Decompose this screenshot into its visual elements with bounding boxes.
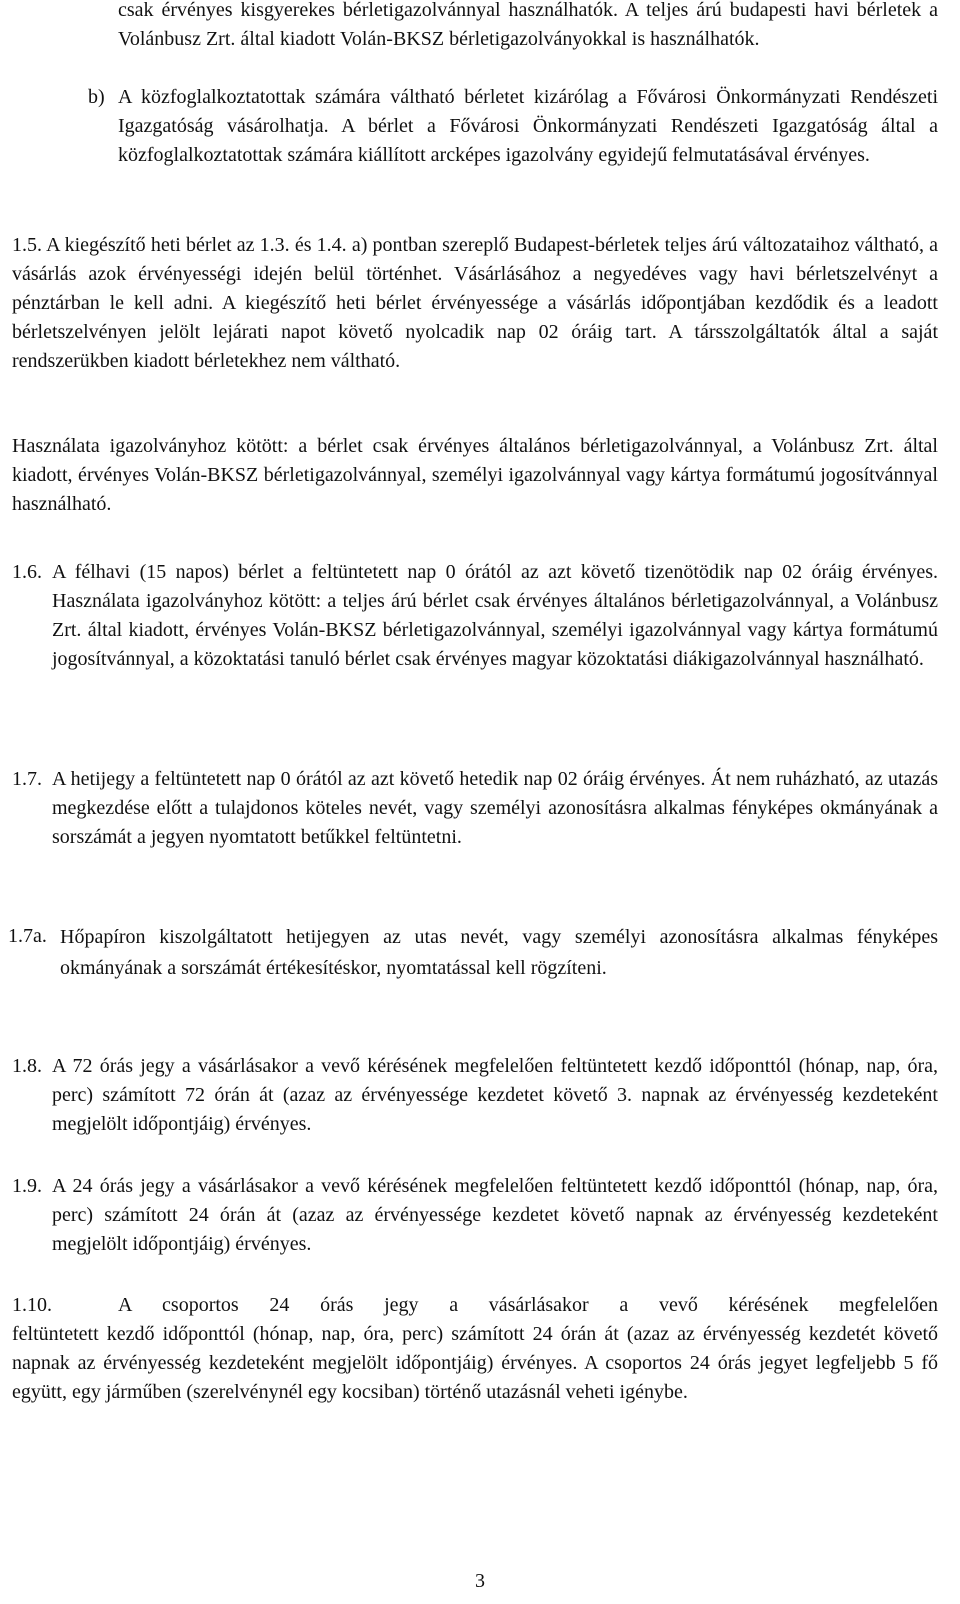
section-1-7a: Hőpapíron kiszolgáltatott hetijegyen az utas nevét, vagy személyi azonosításra alkalmas fényképes okmányának a sorszámát értékesítéskor, nyomtatással kell rögzíteni. [60, 926, 938, 979]
section-1-8: A 72 órás jegy a vásárlásakor a vevő kérésének megfelelően feltüntetett kezdő időponttól (hónap, nap, óra, perc) számított 72 órán át (azaz az érvényessége kezdetet követő 3. napnak az érvényesség kezdeteként megjelölt időpontjáig) érvényes. [52, 1055, 938, 1135]
item-label-b: b) [88, 86, 105, 108]
section-1-10: feltüntetett kezdő időponttól (hónap, nap, óra, perc) számított 24 órán át (azaz az érvényesség kezdetét követő napnak az érvényesség kezdeteként megjelölt időpontjáig) érvényes. A csoportos 24 órás jegyet legfeljebb 5 fő együtt, egy járműben (szerelvénynél egy kocsiban) történő utazásnál veheti igénybe. [12, 1323, 938, 1403]
section-1-5: 1.5. A kiegészítő heti bérlet az 1.3. és 1.4. a) pontban szereplő Budapest-bérletek teljes árú változataihoz váltható, a vásárlás azok érvényességi idején belül történhet. Vásárlásához a negyedéves vagy havi bérletszelvényt a pénztárban le kell adni. A kiegészítő heti bérlet érvényessége a vásárlás időpontjában kezdődik és a leadott bérletszelvényen jelölt lejárati napot követő nyolcadik nap 02 óráig tart. A társszolgáltatók által a saját rendszerükben kiadott bérletekhez nem váltható. [12, 234, 938, 372]
section-1-9: A 24 órás jegy a vásárlásakor a vevő kérésének megfelelően feltüntetett kezdő időponttól (hónap, nap, óra, perc) számított 24 órán át (azaz az érvényessége kezdetet követő napnak az érvényesség kezdeteként megjelölt időpontjáig) érvényes. [52, 1175, 938, 1255]
section-1-5-usage: Használata igazolványhoz kötött: a bérlet csak érvényes általános bérletigazolvánnyal, a Volánbusz Zrt. által kiadott, érvényes Volán-BKSZ bérletigazolvánnyal, személyi igazolvánnyal vagy kártya formátumú jogosítvánnyal használható. [12, 435, 938, 515]
section-number-1-7: 1.7. [12, 768, 42, 790]
section-number-1-10: 1.10. [12, 1294, 52, 1316]
section-number-1-6: 1.6. [12, 561, 42, 583]
page-number: 3 [475, 1570, 485, 1592]
section-1-10-first-line: A csoportos 24 órás jegy a vásárlásakor a vevő kérésének megfelelően [118, 1294, 938, 1316]
section-number-1-9: 1.9. [12, 1175, 42, 1197]
section-1-7: A hetijegy a feltüntetett nap 0 órától az azt követő hetedik nap 02 óráig érvényes. Át nem ruházható, az utazás megkezdése előtt a tulajdonos köteles nevét, vagy személyi azonosításra alkalmas fényképes okmányának a sorszámát a jegyen nyomtatott betűkkel feltüntetni. [52, 768, 938, 848]
section-number-1-7a: 1.7a. [8, 925, 47, 947]
paragraph-b: A közfoglalkoztatottak számára váltható bérletet kizárólag a Fővárosi Önkormányzati Rendészeti Igazgatóság vásárolhatja. A bérlet a Fővárosi Önkormányzati Rendészeti Igazgatóság által a közfoglalkoztatottak számára kiállított arcképes igazolvány egyidejű felmutatásával érvényes. [118, 86, 938, 166]
paragraph-intro-continuation: csak érvényes kisgyerekes bérletigazolvánnyal használhatók. A teljes árú budapesti havi bérletek a Volánbusz Zrt. által kiadott Volán-BKSZ bérletigazolványokkal is használhatók. [118, 0, 938, 50]
section-number-1-8: 1.8. [12, 1055, 42, 1077]
section-1-6: A félhavi (15 napos) bérlet a feltüntetett nap 0 órától az azt követő tizenötödik nap 02 óráig érvényes. Használata igazolványhoz kötött: a teljes árú bérlet csak érvényes általános bérletigazolvánnyal, a Volánbusz Zrt. által kiadott, érvényes Volán-BKSZ bérletigazolvánnyal, személyi igazolvánnyal vagy kártya formátumú jogosítvánnyal, a közoktatási tanuló bérlet csak érvényes magyar közoktatási diákigazolvánnyal használható. [52, 561, 938, 670]
